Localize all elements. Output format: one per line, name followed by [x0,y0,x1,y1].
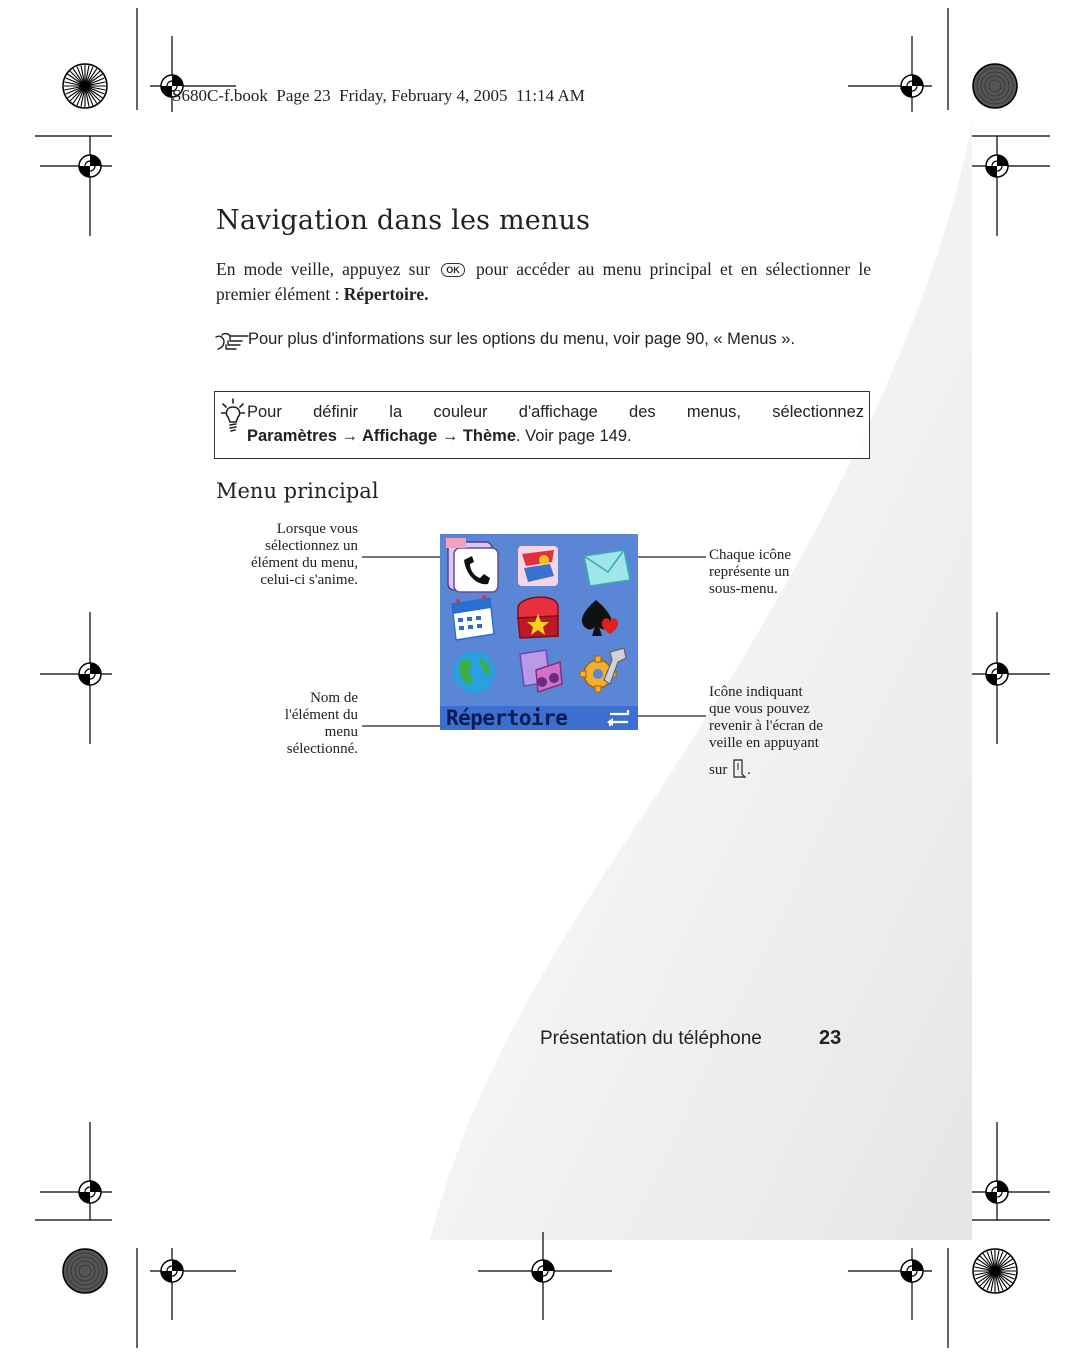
calendar-icon[interactable] [452,595,494,640]
tip-path-settings: Paramètres [247,427,337,445]
callout-line: sous-menu. [709,581,778,597]
tip-path-display: Affichage [361,427,438,445]
callout-line: veille en appuyant [709,735,819,751]
phone-main-menu-screen [440,534,638,730]
callout-line: sélectionnez un [265,538,358,554]
treasure-chest-icon[interactable] [518,597,558,638]
intro-text-end: pour accéder au menu principal et en sélectionner le premier élément : [216,259,871,304]
callout-line: représente un [709,564,790,580]
subsection-title: Menu principal [216,479,379,503]
multimedia-icon[interactable] [520,650,562,692]
messages-icon[interactable] [584,550,630,586]
menu-icon-grid [440,534,638,706]
callout-line: celui-ci s'anime. [260,572,358,588]
tip-line-1: Pour définir la couleur d'affichage des menus, sélectionnez [247,403,864,421]
selected-item-label: Répertoire [446,706,568,730]
callout-line: l'élément du [284,707,358,723]
internet-globe-icon[interactable] [453,651,495,693]
selected-item-bar [440,706,638,730]
tip-arrow-2: → [437,427,463,445]
callout-line: Icône indiquant [709,684,803,700]
phonebook-icon[interactable] [446,538,498,592]
section-title: Navigation dans les menus [216,205,591,236]
tip-page-ref: . Voir page 149. [516,427,632,445]
callout-line: Chaque icône [709,547,792,563]
games-icon[interactable] [582,600,618,636]
page-number: 23 [819,1027,842,1049]
callout-line: Lorsque vous [276,521,358,537]
applications-icon[interactable] [518,546,558,586]
note-text: Pour plus d'informations sur les options du menu, voir page 90, « Menus ». [248,330,796,348]
callout-line: revenir à l'écran de [709,718,823,734]
callout-line: menu [324,724,358,740]
callout-sur-text: sur [709,762,728,778]
callout-line: élément du menu, [250,555,358,571]
ok-key-icon: OK [441,263,465,277]
tip-path-theme: Thème [462,427,517,445]
callout-line: sélectionné. [286,741,358,757]
callout-line: Nom de [310,690,358,706]
intro-text-start: En mode veille, appuyez sur [216,259,431,279]
footer-section-name: Présentation du téléphone [540,1028,762,1049]
callout-line: sur . [709,758,879,779]
book-info-header: S680C-f.book Page 23 Friday, February 4, 2005 11:14 AM [172,86,585,105]
tip-arrow-1: → [336,427,362,445]
callout-line: que vous pouvez [709,701,810,717]
back-arrow-icon[interactable] [606,709,632,727]
intro-bold-item: Répertoire. [343,284,429,304]
settings-icon[interactable] [580,648,626,692]
